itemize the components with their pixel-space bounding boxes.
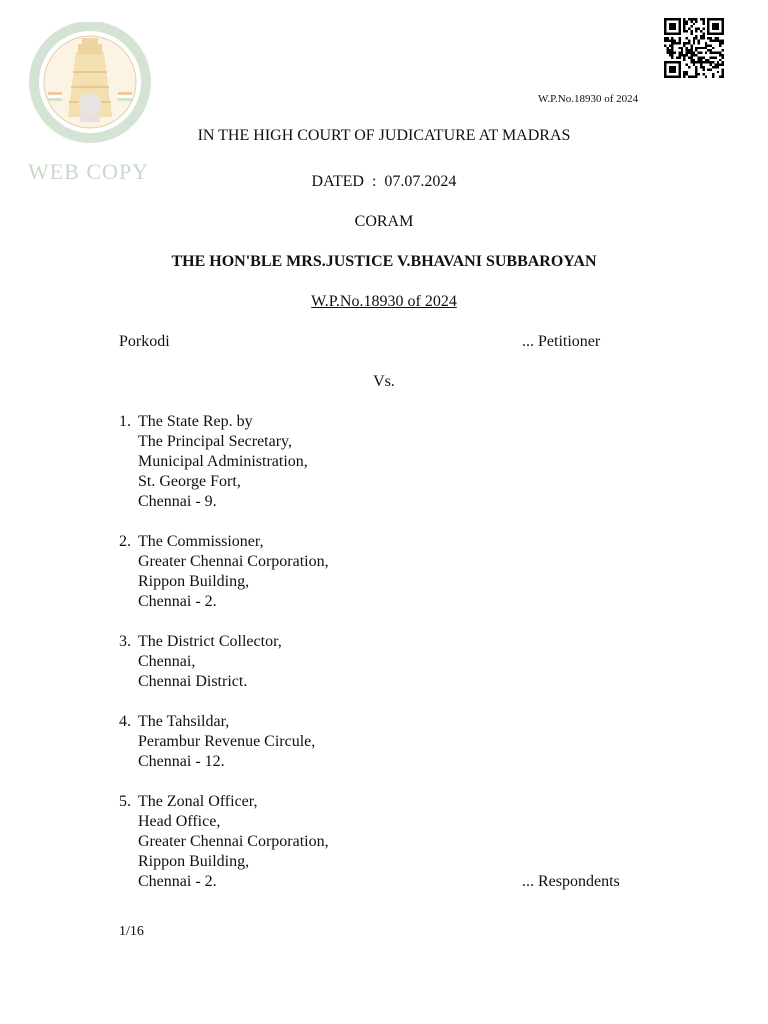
respondent-line: Chennai - 12. — [138, 753, 225, 770]
respondent-number: 2. — [119, 533, 131, 550]
respondent-5 — [119, 792, 329, 892]
respondent-line: The Zonal Officer, — [138, 793, 258, 810]
respondent-line: The State Rep. by — [138, 413, 253, 430]
respondent-line: Head Office, — [138, 813, 221, 830]
respondent-line: Perambur Revenue Circule, — [138, 733, 316, 750]
respondent-3 — [119, 632, 282, 692]
respondent-line: Chennai, — [138, 653, 196, 670]
respondent-line: Chennai District. — [138, 673, 248, 690]
petitioner-role: ... Petitioner — [522, 333, 601, 350]
respondent-line: Rippon Building, — [138, 853, 250, 870]
respondent-line: Greater Chennai Corporation, — [138, 553, 329, 570]
respondent-2 — [119, 532, 329, 612]
respondent-number: 5. — [119, 793, 131, 810]
respondents-role: ... Respondents — [522, 873, 620, 890]
respondent-line: Municipal Administration, — [138, 453, 308, 470]
respondent-4 — [119, 712, 315, 772]
header-case-number: W.P.No.18930 of 2024 — [538, 93, 639, 105]
respondent-number: 1. — [119, 413, 131, 430]
respondent-number: 4. — [119, 713, 131, 730]
respondent-line: The Tahsildar, — [138, 713, 230, 730]
respondent-line: St. George Fort, — [138, 473, 241, 490]
dated-line: DATED : 07.07.2024 — [311, 173, 457, 190]
judge-name: THE HON'BLE MRS.JUSTICE V.BHAVANI SUBBAROYAN — [171, 253, 597, 270]
qr-code-icon — [662, 18, 726, 78]
coram-heading: CORAM — [354, 213, 414, 230]
respondent-line: The Principal Secretary, — [138, 433, 293, 450]
watermark-text: WEB COPY — [28, 159, 150, 184]
court-seal-watermark — [18, 22, 168, 192]
respondent-line: Chennai - 2. — [138, 873, 217, 890]
versus-label: Vs. — [373, 373, 395, 390]
respondent-line: Chennai - 2. — [138, 593, 217, 610]
respondent-1 — [119, 412, 308, 512]
respondent-number: 3. — [119, 633, 131, 650]
case-title: W.P.No.18930 of 2024 — [311, 293, 457, 310]
court-title: IN THE HIGH COURT OF JUDICATURE AT MADRAS — [197, 127, 571, 144]
respondent-line: Greater Chennai Corporation, — [138, 833, 329, 850]
respondent-line: Chennai - 9. — [138, 493, 217, 510]
page-number: 1/16 — [119, 924, 144, 939]
respondent-line: The Commissioner, — [138, 533, 264, 550]
petitioner-name: Porkodi — [119, 333, 170, 350]
respondent-line: The District Collector, — [138, 633, 282, 650]
respondent-line: Rippon Building, — [138, 573, 250, 590]
